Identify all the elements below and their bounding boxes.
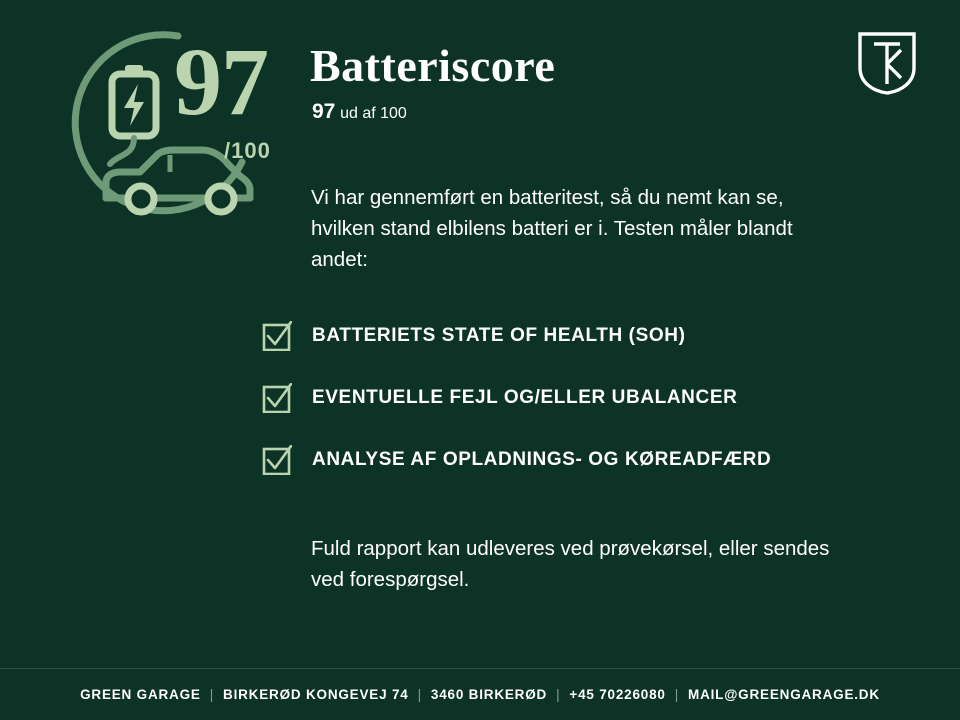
- list-item: [262, 305, 902, 367]
- list-item: [262, 367, 902, 429]
- battery-score-badge: [46, 22, 286, 222]
- checklist-label: BATTERIETS STATE OF HEALTH (SOH): [312, 325, 686, 346]
- footer-email[interactable]: MAIL@GREENGARAGE.DK: [688, 686, 880, 702]
- footer-phone[interactable]: +45 70226080: [569, 686, 666, 702]
- footer-separator: |: [417, 686, 422, 702]
- footer-separator: |: [674, 686, 680, 702]
- page-title: Batteriscore: [310, 40, 556, 91]
- score-number: 97: [174, 28, 268, 135]
- feature-checklist: [262, 305, 902, 491]
- checkbox-checked-icon: [262, 445, 292, 475]
- outro-text: Fuld rapport kan udleveres ved prøvekørsel, eller sendes ved forespørgsel.: [311, 537, 830, 591]
- footer-company: GREEN GARAGE: [80, 686, 201, 702]
- footer-address: BIRKERØD KONGEVEJ 74: [223, 686, 409, 702]
- footer-separator: |: [209, 686, 215, 702]
- score-subtitle: [312, 100, 407, 124]
- checklist-label: ANALYSE AF OPLADNINGS- OG KØREADFÆRD: [312, 449, 772, 470]
- green-garage-logo-icon: [856, 30, 918, 96]
- footer-separator: |: [556, 686, 561, 702]
- score-subtitle-value: 97: [312, 100, 336, 123]
- footer-postal: 3460 BIRKERØD: [430, 686, 548, 702]
- score-max: /100: [224, 138, 271, 163]
- checklist-label: EVENTUELLE FEJL OG/ELLER UBALANCER: [312, 387, 738, 408]
- intro-text: Vi har gennemført en batteritest, så du nemt kan se, hvilken stand elbilens batteri er i. Testen måler blandt andet:: [311, 186, 793, 271]
- list-item: [262, 429, 902, 491]
- checkbox-checked-icon: [262, 383, 292, 413]
- footer-contact-bar: [0, 668, 960, 720]
- checkbox-checked-icon: [262, 321, 292, 351]
- score-subtitle-text: ud af 100: [340, 105, 407, 122]
- brand-logo: [856, 30, 918, 96]
